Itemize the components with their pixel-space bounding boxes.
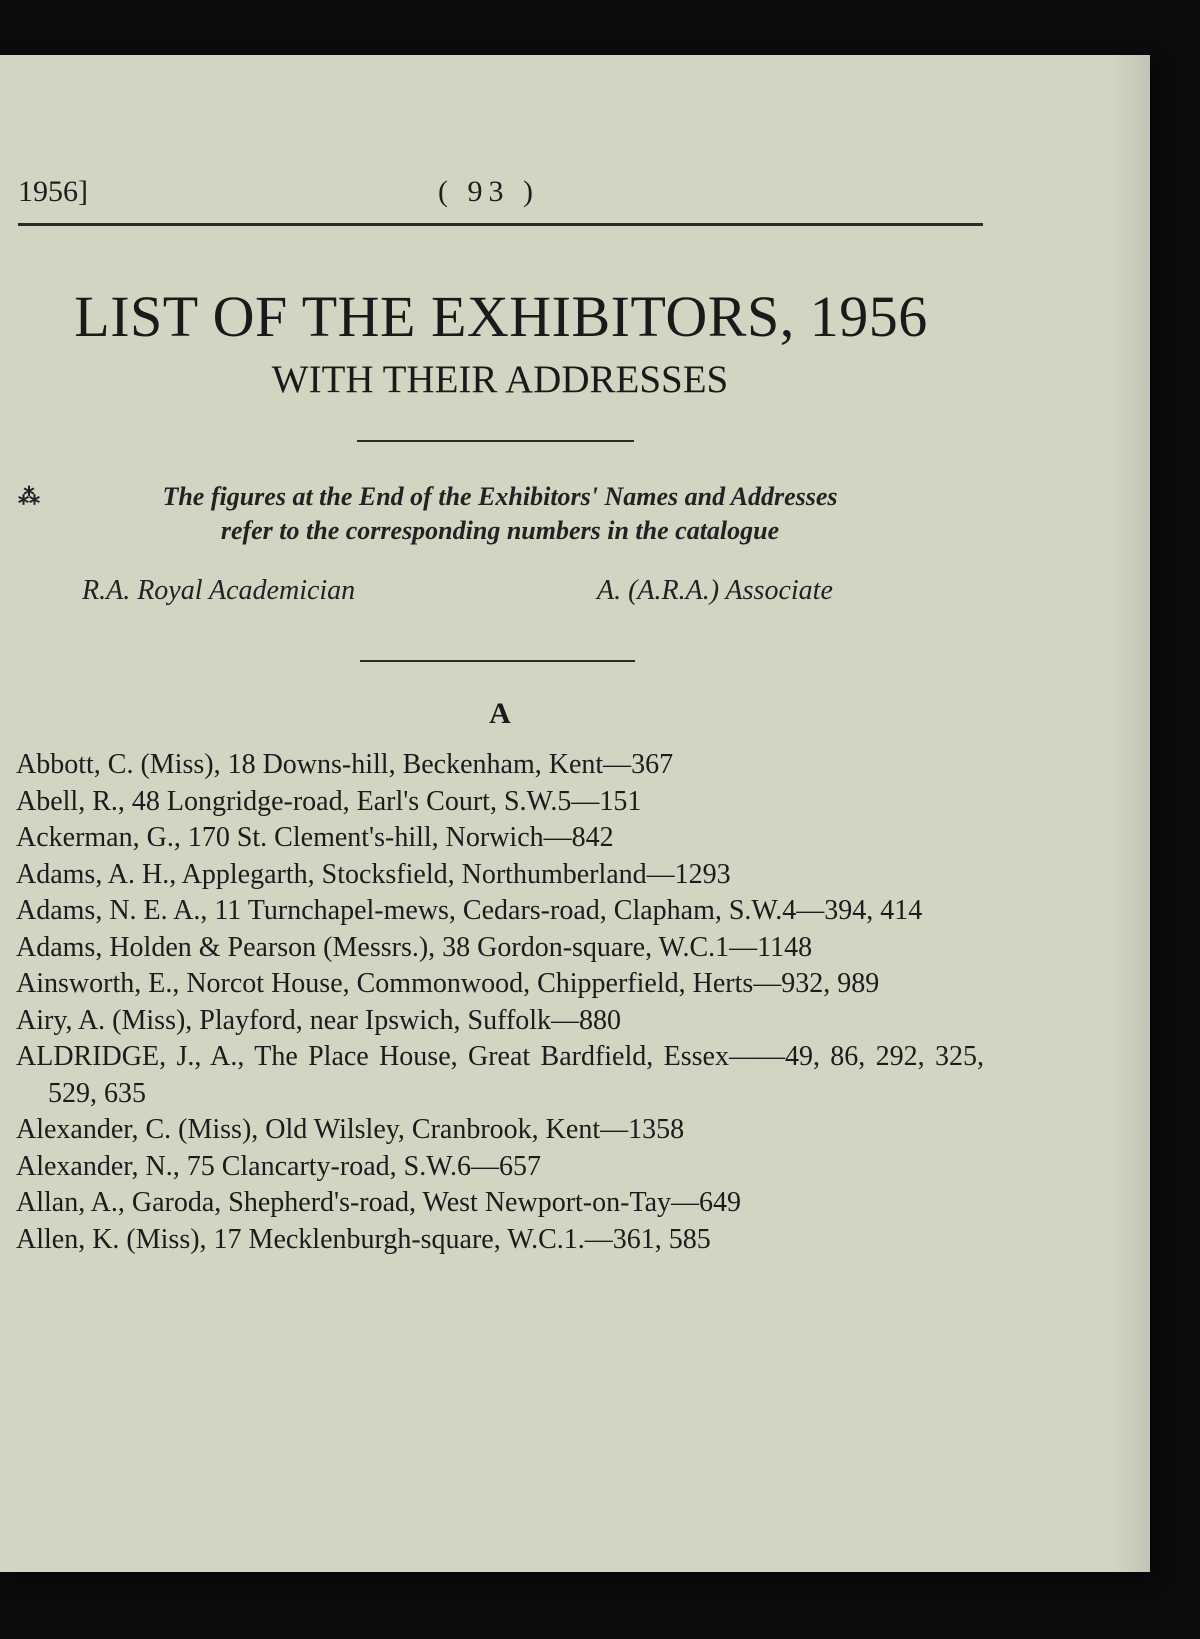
section-letter: A (489, 697, 511, 730)
note-line-1: The figures at the End of the Exhibitors' Names and Addresses (162, 482, 838, 511)
abbreviation-ra: R.A. Royal Academician (82, 575, 356, 606)
list-item: Allan, A., Garoda, Shepherd's-road, West Newport-on-Tay—649 (16, 1187, 742, 1218)
page-subtitle: WITH THEIR ADDRESSES (271, 358, 729, 401)
asterism-icon: ⁂ (18, 484, 40, 509)
list-item: Adams, N. E. A., 11 Turnchapel-mews, Cedars-road, Clapham, S.W.4—394, 414 (16, 895, 923, 926)
note-line-2: refer to the corresponding numbers in the catalogue (220, 516, 780, 545)
abbreviation-ara: A. (A.R.A.) Associate (597, 575, 833, 606)
book-page (0, 55, 1150, 1572)
list-item: Ainsworth, E., Norcot House, Commonwood, Chipperfield, Herts—932, 989 (16, 968, 880, 999)
page-edge-shadow (1110, 55, 1150, 1572)
page-number: ( 93 ) (438, 175, 539, 208)
list-item: Abbott, C. (Miss), 18 Downs-hill, Beckenham, Kent—367 (16, 749, 674, 780)
section-divider (360, 660, 635, 662)
page-title: LIST OF THE EXHIBITORS, 1956 (74, 284, 928, 349)
catalogue-note (0, 480, 1000, 548)
list-item: Adams, Holden & Pearson (Messrs.), 38 Gordon-square, W.C.1—1148 (16, 931, 813, 963)
list-item: Alexander, N., 75 Clancarty-road, S.W.6—657 (16, 1150, 542, 1182)
header-rule (18, 223, 983, 226)
list-item: Abell, R., 48 Longridge-road, Earl's Court, S.W.5—151 (16, 785, 642, 817)
list-item: Adams, A. H., Applegarth, Stocksfield, Northumberland—1293 (16, 858, 731, 890)
list-item: ALDRIDGE, J., A., The Place House, Great Bardfield, Essex——49, 86, 292, 325, 529, 635 (16, 1041, 984, 1109)
list-item: Alexander, C. (Miss), Old Wilsley, Cranbrook, Kent—1358 (16, 1114, 685, 1145)
running-head (18, 165, 983, 215)
list-item: Ackerman, G., 170 St. Clement's-hill, Norwich—842 (16, 822, 614, 853)
list-item: Airy, A. (Miss), Playford, near Ipswich, Suffolk—880 (16, 1004, 622, 1036)
list-item: Allen, K. (Miss), 17 Mecklenburgh-square, W.C.1.—361, 585 (16, 1223, 711, 1255)
title-divider (357, 440, 634, 442)
exhibitor-list (16, 747, 984, 1258)
running-head-year: 1956] (18, 175, 88, 208)
